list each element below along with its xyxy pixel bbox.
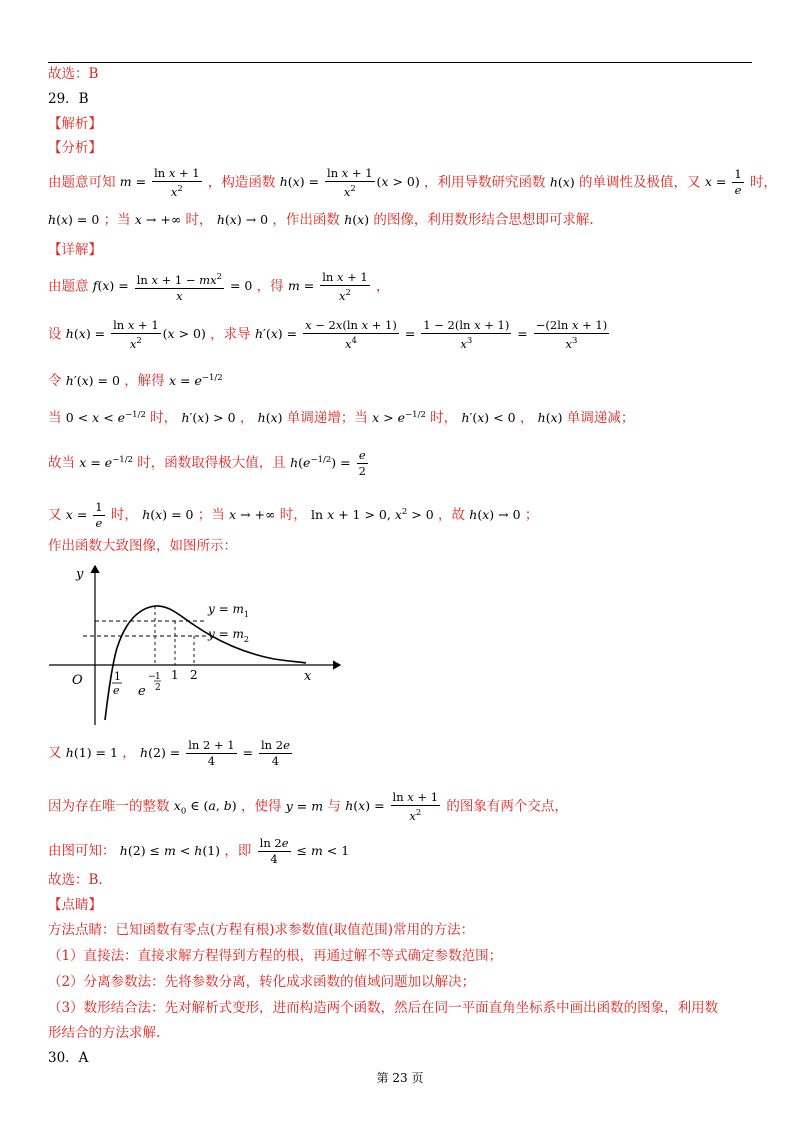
text-line: （3）数形结合法：先对解析式变形，进而构造两个函数，然后在同一平面直角坐标系中画出函数的图象，利用数 xyxy=(48,1000,719,1016)
text-line: 形结合的方法求解. xyxy=(48,1025,161,1041)
detail-line-1: 由题意 f(x) = $\frac{\ln x + 1 - mx^2}{x}$ = 0 ，得 m = $\frac{\text{ln x + 1}}{x^2}$ ， xyxy=(48,270,390,303)
detail-line-2: 设 h(x) = $\frac{\text{ln x + 1}}{x^2}$ (x > 0) ，求导 h′(x) = $\frac{\text{x − 2x(ln x + 1)}}{x^4}$ = $\frac{\text{1 − 2(ln x + 1)}}{x^3}$ = $\frac{\text{−(2ln x + 1)}}{x^3}$ xyxy=(48,318,608,351)
analysis-line-1: 由题意可知 m = $\frac{\text{ln x + 1}}{x^2}$ ，构造函数 h(x) = $\frac{\text{ln x + 1}}{x^2}$ (x > 0) ，利用导数研究函数 h(x) 的单调性及极值，又 x = $\frac{1}{e}$ 时， xyxy=(48,166,777,199)
header-rule xyxy=(48,62,752,63)
tick-e-exp-num: 1 xyxy=(155,672,161,682)
text-line: 作出函数大致图像，如图所示： xyxy=(48,538,237,554)
detail-line-10: 由图可知： h(2) ≤ m < h(1) ，即 $\frac{\ln 2e}{4}$ ≤ m < 1 xyxy=(48,836,350,866)
analysis-line-2: h(x) = 0 ；当 x → +∞ 时， h(x) → 0 ，作出函数 h(x) 的图像，利用数形结合思想即可求解. xyxy=(48,212,594,228)
tick-e: e xyxy=(138,684,146,699)
detail-line-6: 又 x = $\frac{1}{e}$ 时， h(x) = 0 ；当 x → +∞ 时， ln x + 1 > 0, $x^2 > 0$ ，故 h(x) → 0 ； xyxy=(48,500,539,530)
origin-label: O xyxy=(72,673,83,688)
tick-inv-e-num: 1 xyxy=(114,670,121,683)
text-line: 方法点睛：已知函数有零点(方程有根)求参数值(取值范围)常用的方法： xyxy=(48,922,475,938)
tick-2: 2 xyxy=(190,668,198,682)
detail-line-5: 故当 $x = e^{-1/2}$ 时，函数取得极大值，且 $h(e^{-1/2})$ = $\frac{e}{2}$ xyxy=(48,448,366,478)
detail-line-8: 又 h(1) = 1 ， h(2) = $\frac{\ln 2 + 1}{4}$ = $\frac{\ln 2e}{4}$ xyxy=(48,738,290,768)
detail-line-3: 令 h′(x) = 0 ，解得 $x = e^{-1/2}$ xyxy=(48,373,223,390)
tick-inv-e-den: e xyxy=(113,684,120,697)
tick-1: 1 xyxy=(171,668,179,682)
question-number: 30．A xyxy=(48,1050,89,1066)
page-number: 第 23 页 xyxy=(376,1071,424,1085)
y-axis-label: y xyxy=(76,567,84,582)
tick-e-exp-den: 2 xyxy=(155,683,161,693)
function-graph xyxy=(44,560,354,728)
text-line: （2）分离参数法：先将参数分离，转化成求函数的值域问题加以解决； xyxy=(48,974,476,990)
m2-label: $y = m_2$ xyxy=(208,627,249,644)
detail-line-9: 因为存在唯一的整数 $x_0$ ∈ (a, b) ，使得 y = m 与 h(x) = $\frac{\text{ln x + 1}}{x^2}$ 的图象有两个交点， xyxy=(48,790,568,823)
svg-text:−: − xyxy=(148,672,156,682)
section-heading: 【详解】 xyxy=(48,242,102,258)
section-heading: 【点睛】 xyxy=(48,897,102,913)
text-line: 故选：B. xyxy=(48,872,103,888)
question-number: 29．B xyxy=(48,91,89,107)
section-heading: 【分析】 xyxy=(48,140,102,156)
text-line: 故选：B xyxy=(48,66,99,82)
x-axis-label: x xyxy=(304,669,312,684)
m1-label: $y = m_1$ xyxy=(208,602,249,619)
curve-h xyxy=(105,606,306,720)
text-line: （1）直接法：直接求解方程得到方程的根，再通过解不等式确定参数范围； xyxy=(48,948,503,964)
detail-line-4: 当 $0 < x < e^{-1/2}$ 时， h′(x) > 0 ， h(x) 单调递增；当 $x > e^{-1/2}$ 时， h′(x) < 0 ， h(x) 单调递减； xyxy=(48,410,635,427)
section-heading: 【解析】 xyxy=(48,116,102,132)
